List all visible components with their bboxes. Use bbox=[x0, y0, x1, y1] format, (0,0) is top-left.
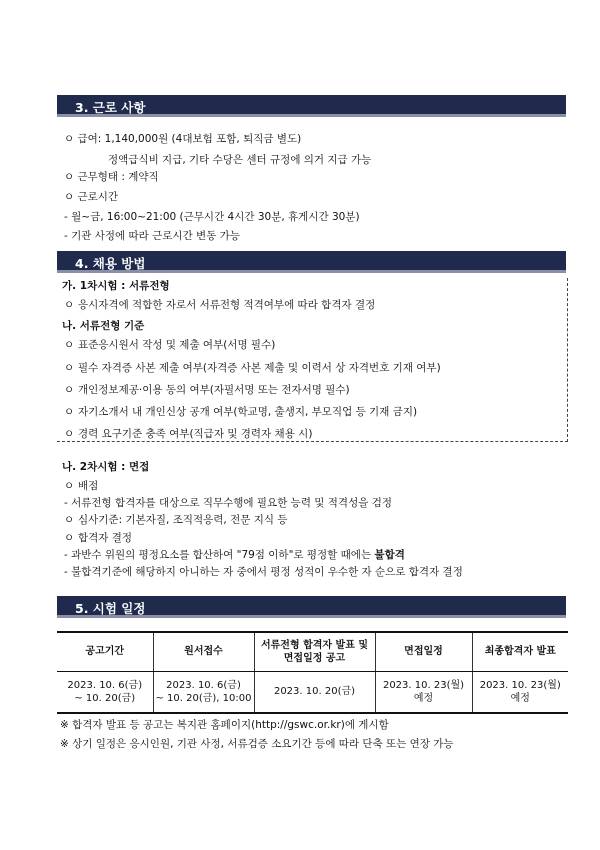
bullet-circle: ㅇ bbox=[64, 480, 75, 492]
criteria-text: 경력 요구기준 충족 여부(직급자 및 경력자 채용 시) bbox=[78, 428, 313, 440]
first-exam-text: 응시자격에 적합한 자로서 서류전형 적격여부에 따라 합격자 결정 bbox=[78, 299, 376, 311]
criteria-text: 표준응시원서 작성 및 제출 여부(서명 필수) bbox=[78, 339, 276, 351]
criteria-item bbox=[64, 361, 441, 375]
work-hours-label: ㅇ 근로시간 bbox=[64, 191, 119, 203]
criteria-text: 필수 자격증 사본 제출 여부(자격증 사본 제출 및 이력서 상 자격번호 기재 여부) bbox=[78, 362, 441, 374]
criteria-item bbox=[64, 427, 312, 441]
schedule-cell bbox=[375, 671, 472, 713]
work-hours-change: - 기관 사정에 따라 근로시간 변동 가능 bbox=[64, 230, 240, 242]
criteria-item bbox=[64, 383, 350, 397]
decision-fail-text: - 과반수 위원의 평정요소를 합산하여 "79점 이하"로 평정할 때에는 bbox=[64, 549, 375, 561]
alloc-text: 배점 bbox=[78, 480, 99, 492]
header-cell: 최종합격자 발표 bbox=[472, 632, 568, 671]
note-announcement: ※ 합격자 발표 등 공고는 복지관 홈페이지(http://gswc.or.kr)에 게시함 bbox=[60, 719, 389, 731]
schedule-table bbox=[57, 631, 568, 714]
cell-line: 예정 bbox=[510, 692, 530, 704]
bullet-circle: ㅇ bbox=[64, 428, 75, 440]
section-3-title: 3. 근로 사항 bbox=[75, 100, 146, 115]
cell-line: 예정 bbox=[413, 692, 434, 704]
decision-text: 합격자 결정 bbox=[78, 532, 133, 544]
decision-fail-line bbox=[64, 548, 405, 562]
section-5-title: 5. 시험 일정 bbox=[75, 601, 146, 616]
header-cell: 서류전형 합격자 발표 및 면접일정 공고 bbox=[254, 632, 375, 671]
alloc-label bbox=[64, 479, 98, 493]
criteria-line bbox=[64, 513, 287, 527]
schedule-header-row bbox=[57, 632, 568, 671]
criteria-text: 자기소개서 내 개인신상 공개 여부(학교명, 출생지, 부모직업 등 기재 금지) bbox=[78, 406, 418, 418]
bullet-circle: ㅇ bbox=[64, 406, 75, 418]
work-hours-detail: - 월~금, 16:00~21:00 (근무시간 4시간 30분, 휴게시간 30분) bbox=[64, 211, 360, 223]
criteria-text: 개인정보제공·이용 동의 여부(자필서명 또는 전자서명 필수) bbox=[78, 384, 350, 396]
cell-line: 2023. 10. 6(금) bbox=[166, 679, 241, 691]
pay-note: 정액급식비 지급, 기타 수당은 센터 규정에 의거 지급 가능 bbox=[108, 154, 372, 166]
schedule-cell bbox=[153, 671, 254, 713]
section-5-header bbox=[57, 596, 566, 618]
cell-line: ~ 10. 20(금) bbox=[74, 692, 136, 704]
schedule-cell bbox=[57, 671, 153, 713]
cell-line: 2023. 10. 23(월) bbox=[382, 679, 465, 691]
work-type: ㅇ 근무형태 : 계약직 bbox=[64, 171, 159, 183]
bullet-circle: ㅇ bbox=[64, 339, 75, 351]
decision-pass-line: - 불합격기준에 해당하지 아니하는 자 중에서 평정 성적이 우수한 자 순으로 합격자 결정 bbox=[64, 566, 463, 578]
note-schedule-change: ※ 상기 일정은 응시인원, 기관 사정, 서류검증 소요기간 등에 따라 단축 또는 연장 가능 bbox=[60, 738, 454, 750]
pay-line: ㅇ 급여: 1,140,000원 (4대보험 포함, 퇴직금 별도) bbox=[64, 133, 302, 145]
schedule-row bbox=[57, 671, 568, 713]
first-exam-item bbox=[64, 298, 375, 312]
criteria-item bbox=[64, 338, 275, 352]
second-exam-title: 나. 2차시험 : 면접 bbox=[62, 461, 150, 473]
fail-emphasis: 불합격 bbox=[374, 549, 405, 561]
section-3-header bbox=[57, 95, 566, 117]
criteria-item bbox=[64, 405, 417, 419]
bullet-circle: ㅇ bbox=[64, 384, 75, 396]
bullet-circle: ㅇ bbox=[64, 362, 75, 374]
cell-line: 2023. 10. 23(월) bbox=[479, 679, 561, 691]
decision-label bbox=[64, 531, 132, 545]
cell-line: 2023. 10. 6(금) bbox=[67, 679, 143, 691]
header-cell: 공고기간 bbox=[57, 632, 153, 671]
screening-criteria-title: 나. 서류전형 기준 bbox=[62, 320, 145, 332]
first-exam-title: 가. 1차시험 : 서류전형 bbox=[62, 280, 170, 292]
alloc-detail: - 서류전형 합격자를 대상으로 직무수행에 필요한 능력 및 적격성을 검정 bbox=[64, 497, 392, 509]
criteria-line-text: 심사기준: 기본자질, 조직적응력, 전문 지식 등 bbox=[78, 514, 288, 526]
header-cell: 원서접수 bbox=[153, 632, 254, 671]
bullet-circle: ㅇ bbox=[64, 532, 75, 544]
bullet-circle: ㅇ bbox=[64, 514, 75, 526]
schedule-cell bbox=[472, 671, 568, 713]
cell-line: ~ 10. 20(금), 10:00 bbox=[155, 692, 252, 704]
schedule-cell bbox=[254, 671, 375, 713]
header-cell: 면접일정 bbox=[375, 632, 472, 671]
bullet-circle: ㅇ bbox=[64, 299, 75, 311]
section-4-title: 4. 채용 방법 bbox=[75, 256, 146, 271]
section-4-header bbox=[57, 251, 566, 273]
cell-line: 2023. 10. 20(금) bbox=[273, 686, 356, 698]
